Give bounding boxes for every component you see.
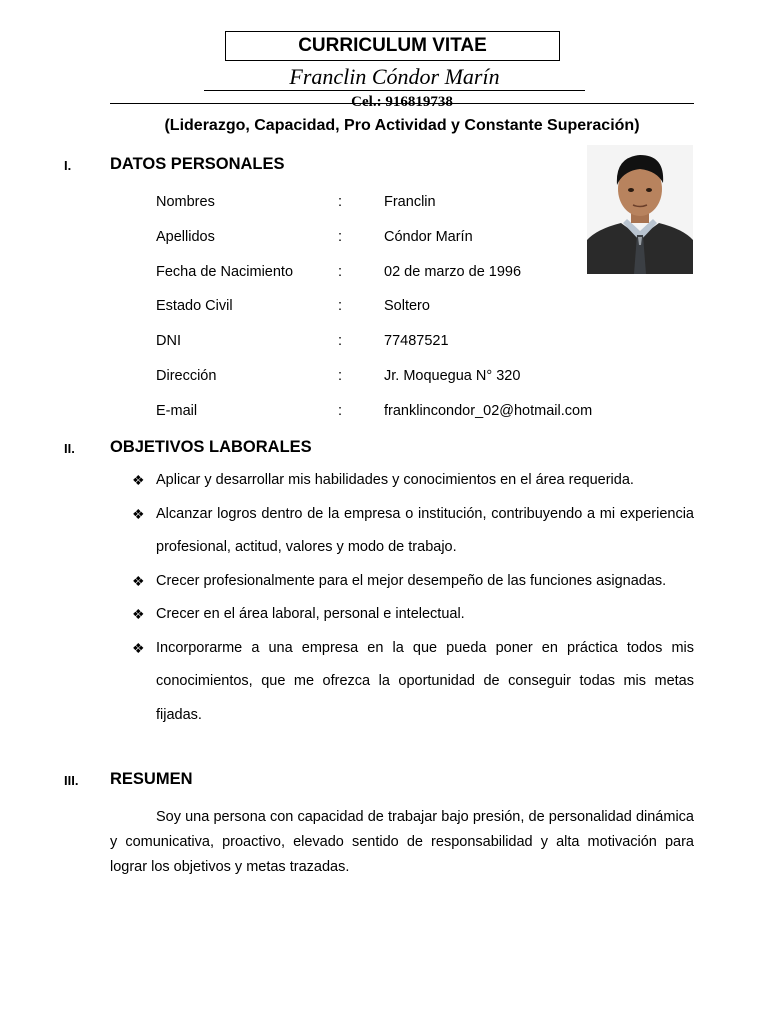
profile-photo: [587, 145, 693, 274]
list-item-text: Crecer en el área laboral, personal e intelectual.: [156, 606, 465, 622]
diamond-bullet-icon: ❖: [132, 472, 145, 488]
field-separator: :: [338, 264, 343, 280]
list-item: [132, 565, 694, 599]
field-separator: :: [338, 298, 343, 314]
field-separator: :: [338, 368, 343, 384]
field-separator: :: [338, 403, 343, 419]
field-label: DNI: [156, 333, 181, 349]
motto: (Liderazgo, Capacidad, Pro Actividad y Constante Superación): [164, 117, 640, 134]
list-item-text: Aplicar y desarrollar mis habilidades y conocimientos en el área requerida.: [156, 472, 634, 488]
list-item: [132, 498, 694, 565]
field-label: E-mail: [156, 403, 198, 419]
resumen-paragraph: Soy una persona con capacidad de trabajar bajo presión, de personalidad dinámica y comunicativa, proactivo, elevado sentido de responsabilidad y alta motivación para lograr los objetivos y metas trazadas.: [110, 809, 694, 875]
diamond-bullet-icon: ❖: [132, 639, 145, 656]
section-number-resumen: III.: [64, 773, 79, 788]
candidate-name: Franclin Cóndor Marín: [204, 64, 585, 91]
field-label: Apellidos: [156, 229, 215, 245]
diamond-bullet-icon: ❖: [132, 505, 145, 522]
diamond-bullet-icon: ❖: [132, 606, 145, 622]
list-item: [132, 598, 694, 632]
section-number-objetivos: II.: [64, 441, 75, 456]
field-separator: :: [338, 229, 343, 245]
email-value: franklincondor_02@hotmail.com: [384, 403, 593, 419]
list-item-text: Crecer profesionalmente para el mejor desempeño de las funciones asignadas.: [156, 572, 667, 589]
field-separator: :: [338, 333, 343, 349]
field-label: Nombres: [156, 194, 215, 210]
field-separator: :: [338, 194, 343, 210]
phone-number: Cel.: 916819738: [351, 94, 453, 110]
list-item: [132, 632, 694, 733]
diamond-bullet-icon: ❖: [132, 572, 145, 589]
section-title-datos: DATOS PERSONALES: [110, 155, 285, 173]
field-value: Franclin: [384, 194, 436, 210]
list-item-text: Incorporarme a una empresa en la que pueda poner en práctica todos mis conocimientos, que me ofrezca la oportunidad de conseguir todas mis metas fijadas.: [156, 639, 694, 723]
list-item: [132, 464, 694, 498]
person-photo-icon: [587, 145, 693, 274]
section-title-resumen: RESUMEN: [110, 770, 193, 788]
section-number-datos: I.: [64, 158, 72, 173]
field-label: Estado Civil: [156, 298, 233, 314]
field-value: Jr. Moquegua N° 320: [384, 368, 521, 384]
field-value: 77487521: [384, 333, 449, 349]
field-label: Dirección: [156, 368, 217, 384]
field-label: Fecha de Nacimiento: [156, 264, 294, 280]
field-value: Soltero: [384, 298, 430, 314]
field-value: 02 de marzo de 1996: [384, 264, 522, 280]
field-value: Cóndor Marín: [384, 229, 473, 245]
objetivos-list: [132, 464, 694, 732]
list-item-text: Alcanzar logros dentro de la empresa o institución, contribuyendo a mi experiencia profesional, actitud, valores y modo de trabajo.: [156, 505, 694, 555]
section-title-objetivos: OBJETIVOS LABORALES: [110, 438, 312, 456]
cv-title: CURRICULUM VITAE: [225, 31, 560, 61]
